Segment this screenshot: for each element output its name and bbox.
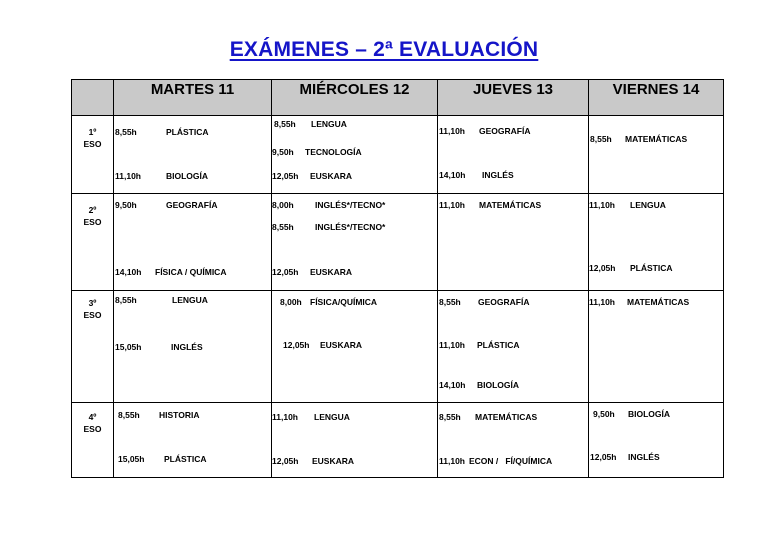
level-stage: ESO [83, 424, 102, 434]
level-number: 3º [88, 298, 97, 308]
exam-cell [589, 291, 724, 403]
level-cell [72, 194, 114, 291]
level-cell [72, 403, 114, 478]
exam-entry: 8,55h MATEMÁTICAS [439, 412, 538, 422]
table-row [72, 116, 724, 194]
exam-cell [272, 291, 438, 403]
table-row [72, 403, 724, 478]
exam-entry: 8,55h MATEMÁTICAS [590, 134, 688, 144]
exam-cell [438, 194, 589, 291]
exam-entry: 11,10h ECON / FÍ/QUÍMICA [439, 456, 553, 466]
day-header: JUEVES 13 [438, 80, 589, 116]
level-stage: ESO [83, 310, 102, 320]
exam-entry: 9,50h TECNOLOGÍA [272, 147, 362, 157]
exam-entry: 9,50h BIOLOGÍA [593, 409, 671, 419]
level-cell [72, 291, 114, 403]
exam-entry: 8,00h FÍSICA/QUÍMICA [280, 297, 378, 307]
exam-entry: 11,10h BIOLOGÍA [115, 171, 209, 181]
exam-cell [272, 403, 438, 478]
exam-cell [114, 116, 272, 194]
exam-entry: 14,10h FÍSICA / QUÍMICA [115, 267, 227, 277]
exam-cell [589, 116, 724, 194]
page-title: EXÁMENES – 2ª EVALUACIÓN [229, 38, 539, 61]
exam-entry: 14,10h INGLÉS [439, 170, 514, 180]
exam-entry: 12,05h EUSKARA [272, 267, 353, 277]
exam-entry: 8,00h INGLÉS*/TECNO* [272, 200, 386, 210]
exam-cell [589, 194, 724, 291]
exam-cell [114, 194, 272, 291]
day-header: VIERNES 14 [589, 80, 724, 116]
exam-entry: 8,55h GEOGRAFÍA [439, 297, 530, 307]
level-cell [72, 116, 114, 194]
level-number: 4º [88, 412, 97, 422]
exam-entry: 8,55h PLÁSTICA [115, 127, 209, 137]
exam-entry: 8,55h LENGUA [115, 295, 208, 305]
level-stage: ESO [83, 217, 102, 227]
exam-entry: 11,10h GEOGRAFÍA [439, 126, 531, 136]
exam-cell [438, 403, 589, 478]
exam-cell [114, 291, 272, 403]
corner-cell [72, 80, 114, 116]
exam-cell [589, 403, 724, 478]
exam-entry: 11,10h LENGUA [589, 200, 666, 210]
exam-cell [114, 403, 272, 478]
exam-entry: 12,05h PLÁSTICA [589, 263, 673, 273]
exam-entry: 11,10h MATEMÁTICAS [589, 297, 690, 307]
day-header: MARTES 11 [114, 80, 272, 116]
exam-entry: 15,05h INGLÉS [115, 342, 203, 352]
exam-cell [272, 116, 438, 194]
exam-entry: 8,55h INGLÉS*/TECNO* [272, 222, 386, 232]
exam-entry: 8,55h HISTORIA [118, 410, 200, 420]
exam-entry: 11,10h MATEMÁTICAS [439, 200, 542, 210]
exam-entry: 11,10h PLÁSTICA [439, 340, 520, 350]
exam-entry: 11,10h LENGUA [272, 412, 350, 422]
day-header: MIÉRCOLES 12 [272, 80, 438, 116]
exam-entry: 12,05h EUSKARA [272, 171, 353, 181]
exam-entry: 12,05h EUSKARA [283, 340, 363, 350]
exam-schedule-table [71, 79, 724, 478]
level-number: 2º [88, 205, 97, 215]
exam-entry: 12,05h EUSKARA [272, 456, 355, 466]
exam-entry: 15,05h PLÁSTICA [118, 454, 207, 464]
exam-entry: 12,05h INGLÉS [590, 452, 660, 462]
table-row [72, 291, 724, 403]
exam-cell [438, 116, 589, 194]
exam-entry: 14,10h BIOLOGÍA [439, 380, 520, 390]
exam-entry: 8,55h LENGUA [274, 119, 347, 129]
level-stage: ESO [83, 139, 102, 149]
table-row [72, 194, 724, 291]
exam-cell [272, 194, 438, 291]
exam-cell [438, 291, 589, 403]
header-row [72, 80, 724, 116]
level-number: 1º [88, 127, 97, 137]
exam-entry: 9,50h GEOGRAFÍA [115, 200, 218, 210]
